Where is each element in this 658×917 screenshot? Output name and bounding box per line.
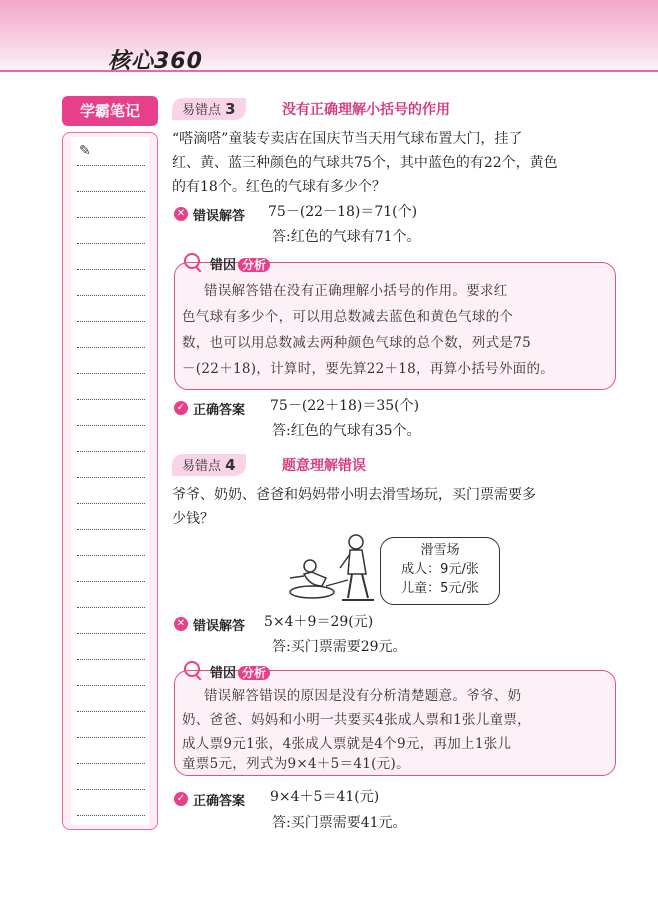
- note-line: [77, 399, 145, 400]
- note-line: [77, 763, 145, 764]
- header-logo: 核心360: [108, 49, 203, 74]
- problem-line: 的有18个。红色的气球有多少个？: [172, 179, 386, 195]
- correct-icon: ✓: [174, 401, 188, 415]
- tag-label: 易错点: [182, 459, 222, 474]
- note-line: [77, 191, 145, 192]
- analysis-line: 错误解答错在没有正确理解小括号的作用。要求红: [204, 283, 508, 299]
- note-line: [77, 711, 145, 712]
- notes-sidebar: [62, 96, 158, 832]
- note-line: [77, 529, 145, 530]
- notes-area[interactable]: [71, 137, 149, 825]
- note-line: [77, 217, 145, 218]
- wrong-answer: 答:红色的气球有71个。: [272, 229, 421, 245]
- error-point-tag-4: [172, 454, 246, 476]
- analysis-line: －(22＋18)，计算时，要先算22＋18，再算小括号外面的。: [182, 361, 555, 377]
- note-line: [77, 581, 145, 582]
- correct-label: 正确答案: [193, 794, 246, 809]
- correct-icon: ✓: [174, 792, 188, 806]
- tag-number: 3: [225, 100, 236, 118]
- note-line: [77, 633, 145, 634]
- note-line: [77, 659, 145, 660]
- analysis-heading: [210, 662, 270, 681]
- skiing-illustration: [282, 528, 382, 606]
- section-title: 没有正确理解小括号的作用: [282, 102, 450, 118]
- analysis-line: 错误解答错误的原因是没有分析清楚题意。爷爷、奶: [204, 688, 522, 704]
- correct-expression: 75－(22＋18)＝35(个): [270, 398, 420, 414]
- analysis-line: 数，也可以用总数减去两种颜色气球的总个数，列式是75: [182, 335, 531, 351]
- correct-label: 正确答案: [193, 403, 246, 418]
- analysis-heading: [210, 254, 270, 273]
- note-line: [77, 503, 145, 504]
- note-line: [77, 607, 145, 608]
- analysis-line: 色气球有多少个，可以用总数减去蓝色和黄色气球的个: [182, 309, 514, 325]
- note-line: [77, 295, 145, 296]
- problem-line: 红、黄、蓝三种颜色的气球共75个，其中蓝色的有22个，黄色: [172, 155, 558, 171]
- note-line: [77, 321, 145, 322]
- note-line: [77, 269, 145, 270]
- wrong-answer: 答:买门票需要29元。: [272, 639, 407, 655]
- notes-panel: [62, 132, 158, 830]
- note-line: [77, 425, 145, 426]
- sign-title: 滑雪场: [420, 543, 460, 558]
- note-line: [77, 165, 145, 166]
- tag-number: 4: [225, 456, 236, 474]
- note-line: [77, 815, 145, 816]
- tag-label: 易错点: [182, 103, 222, 118]
- note-line: [77, 373, 145, 374]
- correct-answer: 答:红色的气球有35个。: [272, 423, 421, 439]
- sign-child-price: 儿童：5元/张: [401, 581, 479, 596]
- analysis-badge: 分析: [238, 666, 270, 680]
- note-line: [77, 737, 145, 738]
- note-line: [77, 451, 145, 452]
- analysis-badge: 分析: [238, 258, 270, 272]
- problem-line: “嗒滴嗒”童装专卖店在国庆节当天用气球布置大门，挂了: [172, 131, 523, 147]
- analysis-line: 童票5元，列式为9×4＋5＝41(元)。: [182, 756, 410, 772]
- analysis-line: 奶、爸爸、妈妈和小明一共要买4张成人票和1张儿童票，: [182, 712, 531, 728]
- ticket-price-sign: [380, 537, 500, 605]
- analysis-head-text: 错因: [210, 258, 237, 273]
- problem-line: 爷爷、奶奶、爸爸和妈妈带小明去滑雪场玩，买门票需要多: [172, 487, 536, 503]
- wrong-expression: 75－(22－18)＝71(个): [268, 204, 418, 220]
- error-point-tag-3: [172, 98, 246, 120]
- correct-expression: 9×4＋5＝41(元): [270, 789, 380, 805]
- analysis-head-text: 错因: [210, 666, 237, 681]
- sign-adult-price: 成人：9元/张: [401, 562, 479, 577]
- analysis-line: 成人票9元1张，4张成人票就是4个9元，再加上1张儿: [182, 736, 512, 752]
- header-band: [0, 0, 658, 78]
- note-line: [77, 243, 145, 244]
- note-line: [77, 789, 145, 790]
- note-line: [77, 347, 145, 348]
- sidebar-title: 学霸笔记: [62, 96, 158, 126]
- correct-answer: 答:买门票需要41元。: [272, 815, 407, 831]
- wrong-icon: ✕: [174, 207, 188, 221]
- header-divider: [0, 70, 658, 72]
- section-title: 题意理解错误: [282, 458, 366, 474]
- pencil-icon: ✎: [79, 143, 91, 159]
- problem-line: 少钱？: [172, 511, 214, 527]
- note-line: [77, 555, 145, 556]
- wrong-label: 错误解答: [193, 619, 246, 634]
- wrong-expression: 5×4＋9＝29(元): [264, 614, 374, 630]
- note-line: [77, 477, 145, 478]
- wrong-label: 错误解答: [193, 209, 246, 224]
- note-line: [77, 685, 145, 686]
- wrong-icon: ✕: [174, 617, 188, 631]
